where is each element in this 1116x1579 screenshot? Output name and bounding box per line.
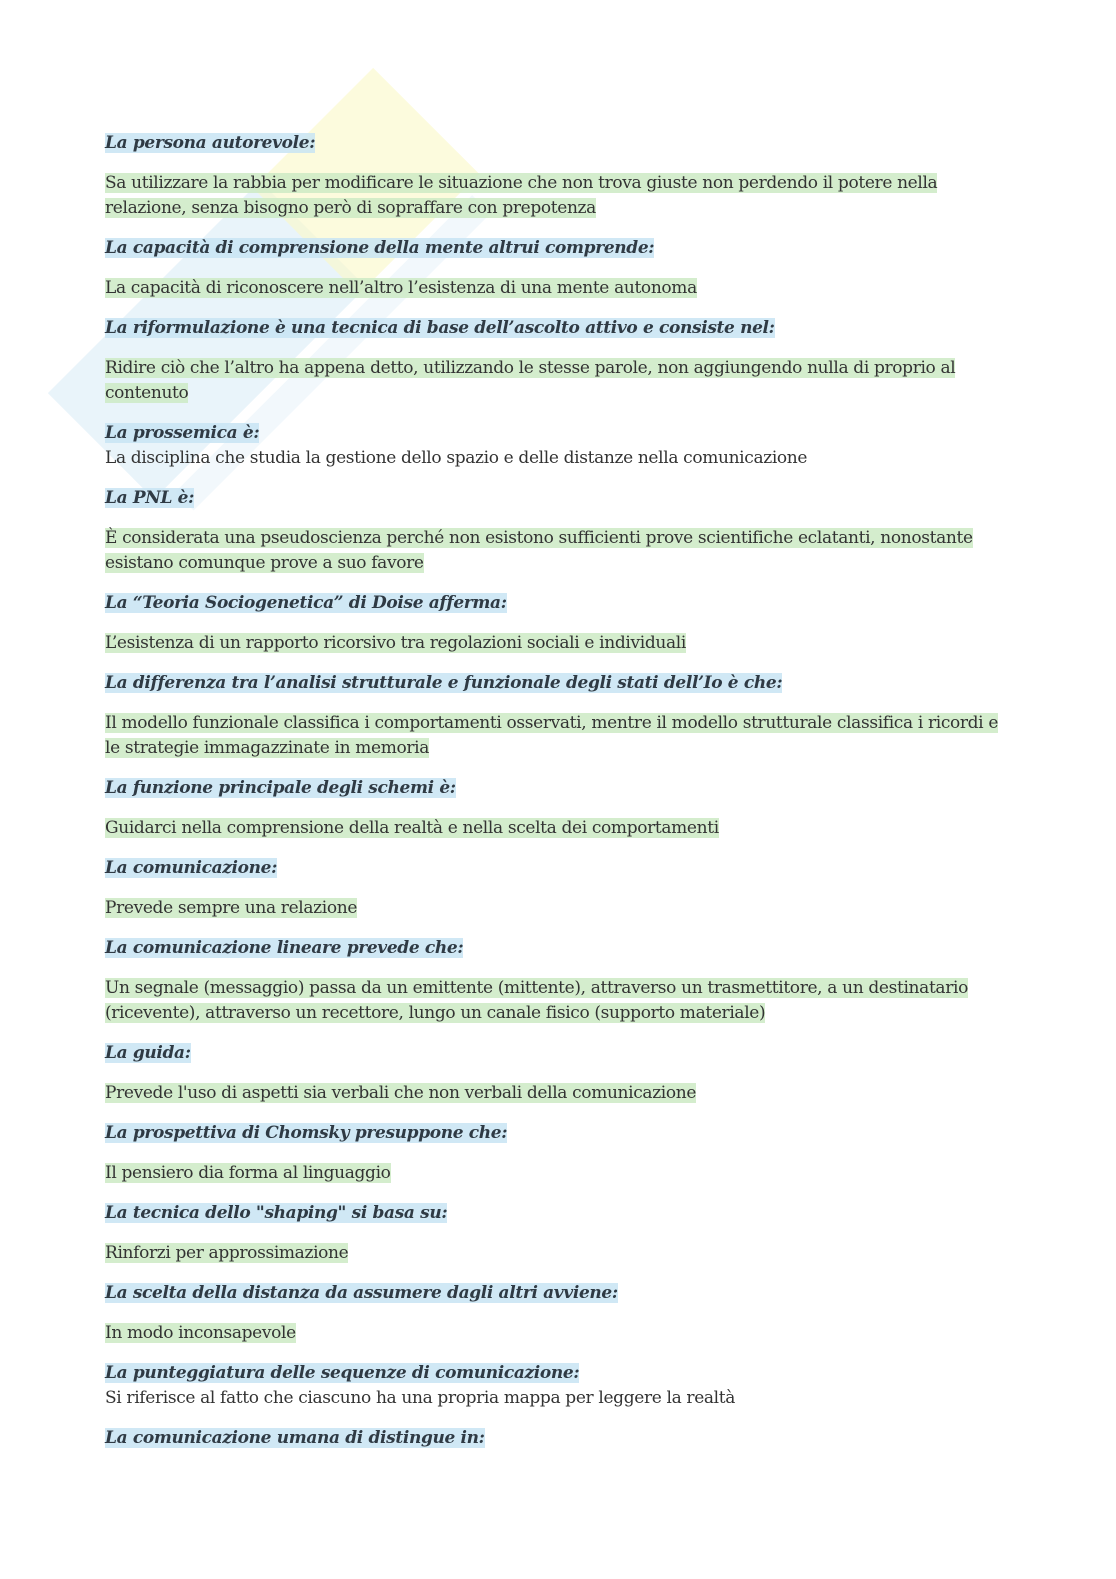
question-text: La funzione principale degli schemi è: xyxy=(105,778,456,798)
answer-text: È considerata una pseudoscienza perché non esistono sufficienti prove scientifiche eclatanti, nonostante esistano comunque prove a suo favore xyxy=(105,528,973,573)
answer-paragraph xyxy=(105,816,1015,841)
question-heading xyxy=(105,856,1015,881)
question-heading xyxy=(105,316,1015,341)
answer-text: Si riferisce al fatto che ciascuno ha una propria mappa per leggere la realtà xyxy=(105,1388,736,1408)
question-heading xyxy=(105,486,1015,511)
answer-text: Il modello funzionale classifica i comportamenti osservati, mentre il modello strutturale classifica i ricordi e le strategie immagazzinate in memoria xyxy=(105,713,999,758)
question-text: La guida: xyxy=(105,1043,191,1063)
answer-text: Un segnale (messaggio) passa da un emittente (mittente), attraverso un trasmettitore, a un destinatario (ricevente), attraverso un recettore, lungo un canale fisico (supporto materiale) xyxy=(105,978,968,1023)
answer-text: Rinforzi per approssimazione xyxy=(105,1243,349,1263)
question-text: La prossemica è: xyxy=(105,423,260,443)
answer-paragraph xyxy=(105,526,1015,576)
answer-text: Ridire ciò che l’altro ha appena detto, utilizzando le stesse parole, non aggiungendo nulla di proprio al contenuto xyxy=(105,358,956,403)
question-heading xyxy=(105,131,1015,156)
answer-paragraph xyxy=(105,631,1015,656)
question-text: La PNL è: xyxy=(105,488,195,508)
question-text: La punteggiatura delle sequenze di comunicazione: xyxy=(105,1363,580,1383)
answer-text: La capacità di riconoscere nell’altro l’esistenza di una mente autonoma xyxy=(105,278,697,298)
answer-text: La disciplina che studia la gestione dello spazio e delle distanze nella comunicazione xyxy=(105,448,808,468)
question-text: La riformulazione è una tecnica di base dell’ascolto attivo e consiste nel: xyxy=(105,318,775,338)
question-heading xyxy=(105,591,1015,616)
question-heading xyxy=(105,1361,1015,1386)
question-heading xyxy=(105,1121,1015,1146)
question-text: La differenza tra l’analisi strutturale e funzionale degli stati dell’Io è che: xyxy=(105,673,783,693)
question-heading xyxy=(105,936,1015,961)
answer-paragraph xyxy=(105,446,1015,471)
answer-text: In modo inconsapevole xyxy=(105,1323,296,1343)
answer-text: Prevede l'uso di aspetti sia verbali che non verbali della comunicazione xyxy=(105,1083,697,1103)
question-text: La tecnica dello "shaping" si basa su: xyxy=(105,1203,448,1223)
document-body xyxy=(105,131,1015,1466)
question-text: La comunicazione umana di distingue in: xyxy=(105,1428,485,1448)
answer-text: Sa utilizzare la rabbia per modificare le situazione che non trova giuste non perdendo il potere nella relazione, senza bisogno però di sopraffare con prepotenza xyxy=(105,173,938,218)
question-text: La “Teoria Sociogenetica” di Doise afferma: xyxy=(105,593,507,613)
question-heading xyxy=(105,1426,1015,1451)
answer-paragraph xyxy=(105,171,1015,221)
question-text: La prospettiva di Chomsky presuppone che: xyxy=(105,1123,508,1143)
answer-paragraph xyxy=(105,1241,1015,1266)
answer-paragraph xyxy=(105,1321,1015,1346)
question-text: La comunicazione: xyxy=(105,858,278,878)
answer-paragraph xyxy=(105,276,1015,301)
answer-text: Prevede sempre una relazione xyxy=(105,898,358,918)
answer-paragraph xyxy=(105,976,1015,1026)
question-text: La comunicazione lineare prevede che: xyxy=(105,938,464,958)
answer-text: Guidarci nella comprensione della realtà e nella scelta dei comportamenti xyxy=(105,818,719,838)
question-heading xyxy=(105,421,1015,446)
answer-paragraph xyxy=(105,711,1015,761)
question-heading xyxy=(105,1281,1015,1306)
answer-text: L’esistenza di un rapporto ricorsivo tra regolazioni sociali e individuali xyxy=(105,633,686,653)
question-heading xyxy=(105,776,1015,801)
answer-paragraph xyxy=(105,1161,1015,1186)
answer-paragraph xyxy=(105,896,1015,921)
question-heading xyxy=(105,1041,1015,1066)
question-heading xyxy=(105,671,1015,696)
question-text: La persona autorevole: xyxy=(105,133,316,153)
answer-text: Il pensiero dia forma al linguaggio xyxy=(105,1163,391,1183)
question-text: La scelta della distanza da assumere dagli altri avviene: xyxy=(105,1283,618,1303)
question-text: La capacità di comprensione della mente altrui comprende: xyxy=(105,238,655,258)
answer-paragraph xyxy=(105,356,1015,406)
answer-paragraph xyxy=(105,1081,1015,1106)
answer-paragraph xyxy=(105,1386,1015,1411)
question-heading xyxy=(105,236,1015,261)
question-heading xyxy=(105,1201,1015,1226)
